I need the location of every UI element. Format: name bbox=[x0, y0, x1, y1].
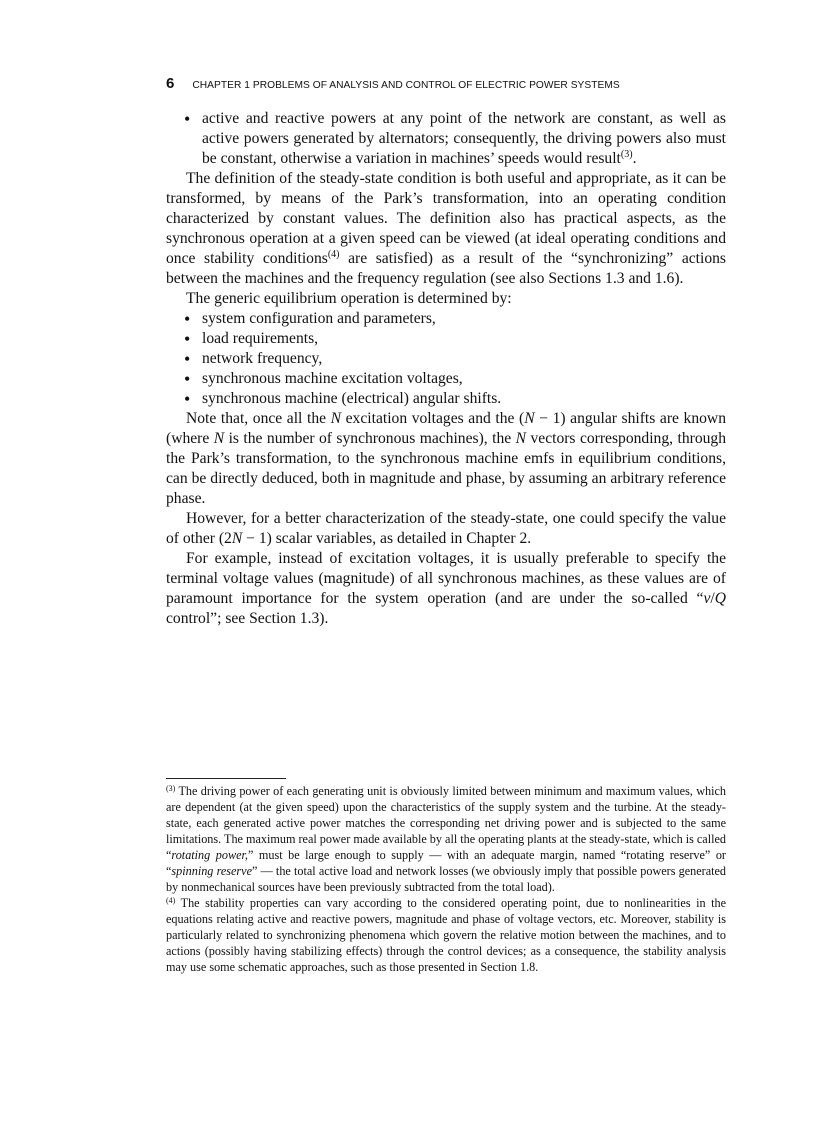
footnotes bbox=[166, 783, 726, 975]
running-header bbox=[166, 75, 766, 93]
page-number: 6 bbox=[166, 75, 175, 92]
list-item: • system configuration and parameters, bbox=[166, 309, 726, 329]
paragraph-excitation-note: Note that, once all the N excitation voltages and the (N − 1) angular shifts are known (where N is the number of synchronous machines), the N vectors corresponding, through the Park’s transformation, to the synchronous machine emfs in equilibrium conditions, can be directly deduced, both in magnitude and phase, by assuming an arbitrary reference phase. bbox=[166, 410, 727, 507]
paragraph-steady-state-definition: The definition of the steady-state condition is both useful and appropriate, as it can be transformed, by means of the Park’s transformation, into an operating condition characterized by constant values. The definition also has practical aspects, as the synchronous operation at a given speed can be viewed (at ideal operating conditions and once stability conditions$^{(4)}$ are satisfied) as a result of the “synchronizing” actions between the machines and the frequency regulation (see also Sections 1.3 and 1.6). bbox=[166, 170, 726, 287]
equilibrium-determinants-list bbox=[166, 309, 726, 409]
chapter-title: CHAPTER 1 PROBLEMS OF ANALYSIS AND CONTROL OF ELECTRIC POWER SYSTEMS bbox=[192, 80, 620, 91]
footnote-separator bbox=[166, 778, 286, 779]
footnote-ref-3[interactable]: (3) bbox=[620, 149, 633, 160]
paragraph-example: For example, instead of excitation voltages, it is usually preferable to specify the terminal voltage values (magnitude) of all synchronous machines, as these values are of paramount importance for the system operation (and are under the so-called “v/Q control”; see Section 1.3). bbox=[166, 550, 726, 627]
list-item: • synchronous machine excitation voltages, bbox=[166, 369, 726, 389]
footnote-3: $^{(3)}$ The driving power of each generating unit is obviously limited between minimum and maximum values, which are dependent (at the given speed) upon the characteristics of the supply system and the turbine. At the steady-state, each generated active power matches the corresponding net driving power and is subjected to the same limitations. The maximum real power made available by all the operating plants at the steady-state, which is called “rotating power,” must be large enough to supply — with an adequate margin, named “rotating reserve” or “spinning reserve” — the total active load and network losses (we obviously imply that possible powers generated by nonmechanical sources have been previously subtracted from the total load). bbox=[166, 784, 726, 894]
list-item: • network frequency, bbox=[166, 349, 726, 369]
list-item: • active and reactive powers at any point of the network are constant, as well as active powers generated by alternators; consequently, the driving powers also must be constant, otherwise a variation in machines’ speeds would result$^{(3)}$. bbox=[166, 109, 726, 169]
body-text bbox=[166, 109, 726, 629]
footnote-ref-4[interactable]: (4) bbox=[327, 249, 340, 260]
paragraph-equilibrium-intro: The generic equilibrium operation is determined by: bbox=[186, 290, 512, 307]
steady-state-bullet-list bbox=[166, 109, 726, 169]
list-item: • synchronous machine (electrical) angular shifts. bbox=[166, 389, 726, 409]
paragraph-characterization: However, for a better characterization of the steady-state, one could specify the value of other (2N − 1) scalar variables, as detailed in Chapter 2. bbox=[166, 510, 726, 547]
list-item: • load requirements, bbox=[166, 329, 726, 349]
footnote-4: $^{(4)}$ The stability properties can vary according to the considered operating point, due to nonlinearities in the equations relating active and reactive powers, magnitude and phase of voltage vectors, etc. Moreover, stability is particularly related to synchronizing phenomena which govern the relative motion between the machines, and to actions (possibly having stabilizing effects) through the control devices; as a consequence, the stability analysis may use some schematic approaches, such as those presented in Section 1.8. bbox=[166, 896, 726, 974]
